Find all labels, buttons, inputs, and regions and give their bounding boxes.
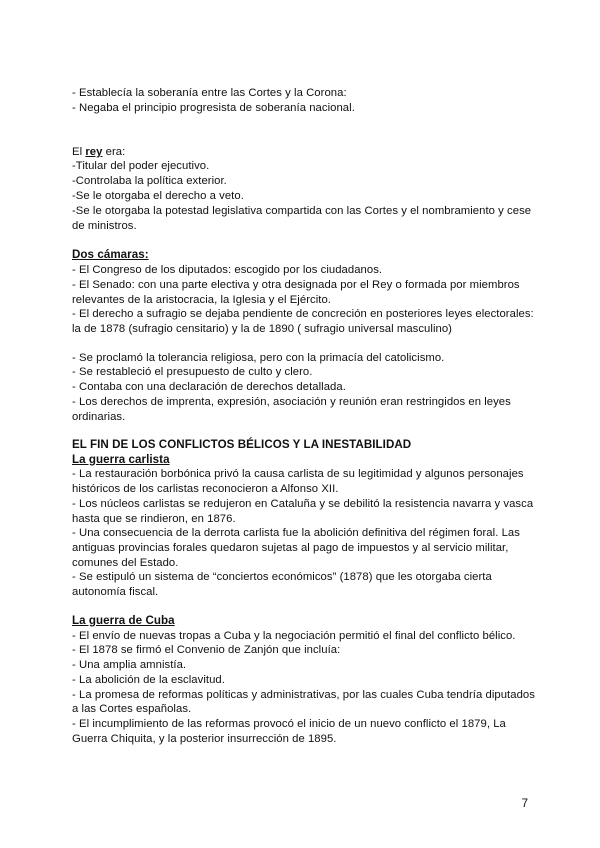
text-line: históricos de los carlistas reconocieron a Alfonso XII.	[72, 483, 339, 495]
text-line: - Se restableció el presupuesto de culto y clero.	[72, 366, 313, 378]
text-line: - La restauración borbónica privó la causa carlista de su legitimidad y algunos personajes	[72, 468, 524, 480]
text-line: de ministros.	[72, 220, 137, 232]
text-line: - Establecía la soberanía entre las Cortes y la Corona:	[72, 87, 347, 99]
text-fragment: El	[72, 146, 86, 158]
text-line: - Contaba con una declaración de derechos detallada.	[72, 381, 346, 393]
text-line: - El derecho a sufragio se dejaba pendiente de concreción en posteriores leyes electorales:	[72, 308, 534, 320]
text-line: - Se proclamó la tolerancia religiosa, pero con la primacía del catolicismo.	[72, 352, 445, 364]
text-line: - Los derechos de imprenta, expresión, asociación y reunión eran restringidos en leyes	[72, 396, 511, 408]
text-line: - El 1878 se firmó el Convenio de Zanjón que incluía:	[72, 644, 341, 656]
text-line: ordinarias.	[72, 411, 126, 423]
text-line: hasta que se rindieron, en 1876.	[72, 513, 236, 525]
page-number: 7	[521, 798, 528, 810]
text-line: - Una consecuencia de la derrota carlista fue la abolición definitiva del régimen foral. Las	[72, 527, 520, 539]
rey-intro-line	[72, 145, 125, 159]
section-subheading: Dos cámaras:	[72, 248, 149, 261]
text-line: - Los núcleos carlistas se redujeron en Cataluña y se debilitó la resistencia navarra y vasca	[72, 498, 534, 510]
section-subheading: La guerra carlista	[72, 453, 170, 466]
text-fragment: era:	[102, 146, 126, 158]
section-heading: EL FIN DE LOS CONFLICTOS BÉLICOS Y LA INESTABILIDAD	[72, 438, 412, 451]
section-subheading: La guerra de Cuba	[72, 614, 175, 627]
text-line: - La abolición de la esclavitud.	[72, 674, 225, 686]
text-line: -Controlaba la política exterior.	[72, 175, 227, 187]
text-line: Guerra Chiquita, y la posterior insurrección de 1895.	[72, 733, 337, 745]
text-line: - La promesa de reformas políticas y administrativas, por las cuales Cuba tendría diputados	[72, 689, 535, 701]
emphasized-word: rey	[85, 146, 103, 158]
text-line: - Se estipuló un sistema de “conciertos económicos” (1878) que les otorgaba cierta	[72, 571, 492, 583]
text-line: - El incumplimiento de las reformas provocó el inicio de un nuevo conflicto el 1879, La	[72, 718, 506, 730]
text-line: - Una amplia amnistía.	[72, 659, 187, 671]
text-line: a las Cortes españolas.	[72, 703, 192, 715]
text-line: -Titular del poder ejecutivo.	[72, 160, 210, 172]
text-line: - El Congreso de los diputados: escogido por los ciudadanos.	[72, 264, 383, 276]
text-line: - El envío de nuevas tropas a Cuba y la negociación permitió el final del conflicto bélico.	[72, 630, 516, 642]
text-line: comunes del Estado.	[72, 557, 179, 569]
text-line: - Negaba el principio progresista de soberanía nacional.	[72, 102, 355, 114]
text-line: - El Senado: con una parte electiva y otra designada por el Rey o formada por miembros	[72, 279, 520, 291]
text-line: relevantes de la aristocracia, la Iglesia y el Ejército.	[72, 294, 331, 306]
text-line: autonomía fiscal.	[72, 586, 159, 598]
text-line: la de 1878 (sufragio censitario) y la de 1890 ( sufragio universal masculino)	[72, 323, 452, 335]
text-line: -Se le otorgaba la potestad legislativa compartida con las Cortes y el nombramiento y cese	[72, 205, 532, 217]
text-line: antiguas provincias forales quedaron sujetas al pago de impuestos y al servicio militar,	[72, 542, 509, 554]
text-line: -Se le otorgaba el derecho a veto.	[72, 190, 244, 202]
